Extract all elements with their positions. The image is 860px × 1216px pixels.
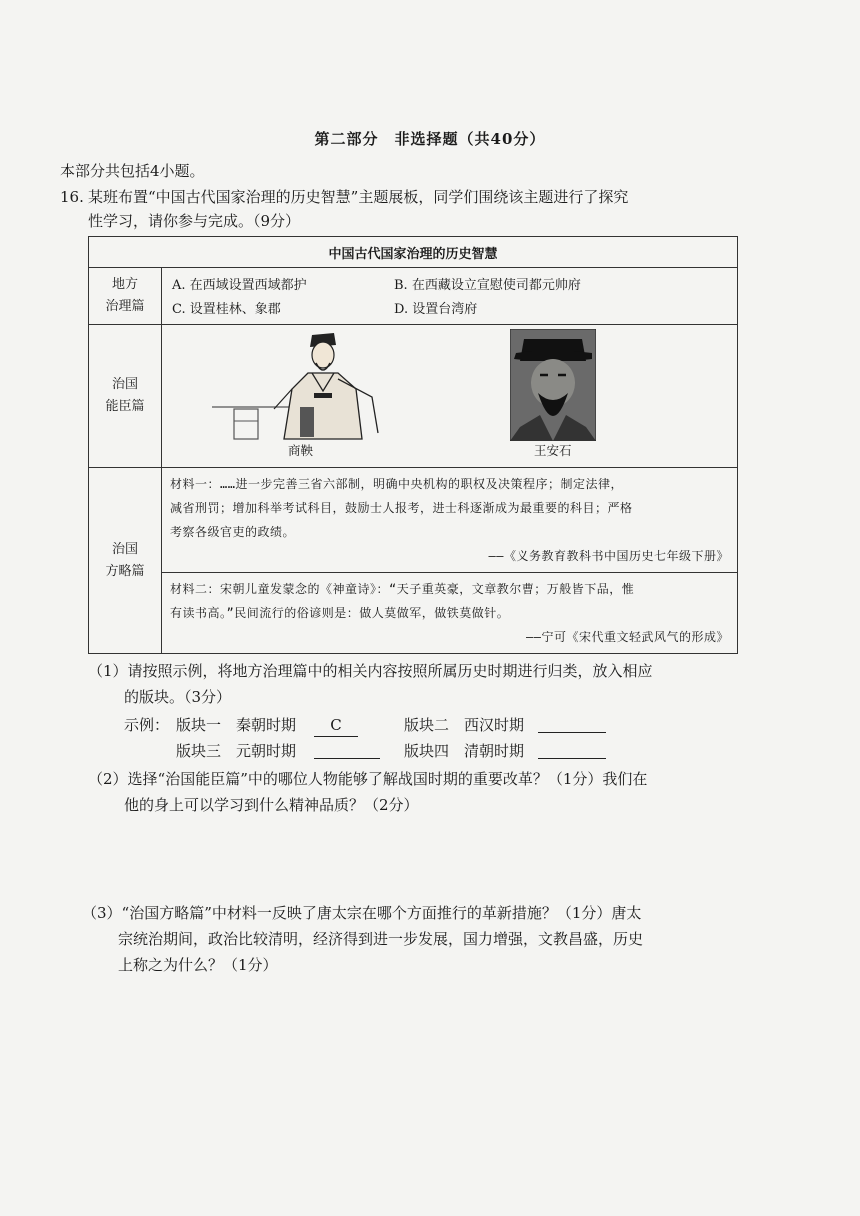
- sub1-line2: 的版块。（3分）: [124, 688, 232, 706]
- governance-strategy-label: 治国 方略篇: [89, 468, 162, 654]
- sub2-line2: 他的身上可以学习到什么精神品质？（2分）: [124, 796, 419, 814]
- question-number: 16.: [60, 188, 84, 206]
- exhibition-board-table: [88, 236, 738, 654]
- wang-anshi-portrait: [510, 329, 596, 441]
- block1-label: 版块一 秦朝时期: [176, 716, 297, 734]
- option-c: C. 设置桂林、象郡: [172, 302, 281, 317]
- portrait1-caption: 商鞅: [288, 443, 314, 458]
- local-governance-label: 地方 治理篇: [89, 268, 162, 325]
- portrait2-caption: 王安石: [534, 443, 572, 458]
- block4-answer-blank[interactable]: [538, 738, 606, 759]
- section-intro: 本部分共包括4小题。: [60, 162, 205, 180]
- section-heading: 第二部分 非选择题（共40分）: [314, 130, 546, 148]
- material2-source: ——宁可《宋代重文轻武风气的形成》: [526, 630, 729, 644]
- sub1-line1: （1）请按照示例，将地方治理篇中的相关内容按照所属历史时期进行归类，放入相应: [88, 662, 653, 680]
- material-one: [162, 468, 738, 573]
- material1-line2: 减省刑罚；增加科举考试科目，鼓励士人报考，进士科逐渐成为最重要的科目；严格: [170, 501, 633, 515]
- example-label: 示例：: [124, 716, 170, 734]
- block4-label: 版块四 清朝时期: [404, 742, 525, 760]
- material2-line2: 有读书高。”民间流行的俗谚则是：做人莫做军，做铁莫做针。: [170, 606, 510, 620]
- material2-line1: 材料二：宋朝儿童发蒙念的《神童诗》：“天子重英豪，文章教尔曹；万般皆下品，惟: [170, 582, 635, 596]
- material1-line3: 考察各级官吏的政绩。: [170, 525, 296, 539]
- capable-ministers-images: [162, 325, 738, 468]
- material1-source: ——《义务教育教科书中国历史七年级下册》: [488, 549, 729, 563]
- sub3-line1: （3）“治国方略篇”中材料一反映了唐太宗在哪个方面推行的革新措施？（1分）唐太: [82, 904, 642, 922]
- block2-label: 版块二 西汉时期: [404, 716, 525, 734]
- material-two: [162, 573, 738, 654]
- question-stem-line1: 某班布置“中国古代国家治理的历史智慧”主题展板，同学们围绕该主题进行了探究: [88, 188, 629, 206]
- option-a: A. 在西域设置西域都护: [172, 278, 307, 293]
- block3-answer-blank[interactable]: [314, 738, 380, 759]
- block3-label: 版块三 元朝时期: [176, 742, 297, 760]
- sub3-line3: 上称之为什么？（1分）: [118, 956, 278, 974]
- option-b: B. 在西藏设立宣慰使司都元帅府: [394, 278, 581, 293]
- sub2-line1: （2）选择“治国能臣篇”中的哪位人物能够了解战国时期的重要改革？（1分）我们在: [88, 770, 648, 788]
- option-d: D. 设置台湾府: [394, 302, 478, 317]
- capable-ministers-label: 治国 能臣篇: [89, 325, 162, 468]
- block1-answer: C: [314, 714, 358, 737]
- block2-answer-blank[interactable]: [538, 712, 606, 733]
- local-governance-options: [162, 268, 738, 325]
- question-stem-line2: 性学习，请你参与完成。（9分）: [88, 212, 301, 230]
- material1-line1: 材料一：……进一步完善三省六部制，明确中央机构的职权及决策程序；制定法律，: [170, 477, 623, 491]
- sub3-line2: 宗统治期间，政治比较清明，经济得到进一步发展，国力增强，文教昌盛，历史: [118, 930, 644, 948]
- shang-yang-portrait: [212, 329, 402, 441]
- board-title: 中国古代国家治理的历史智慧: [89, 237, 738, 268]
